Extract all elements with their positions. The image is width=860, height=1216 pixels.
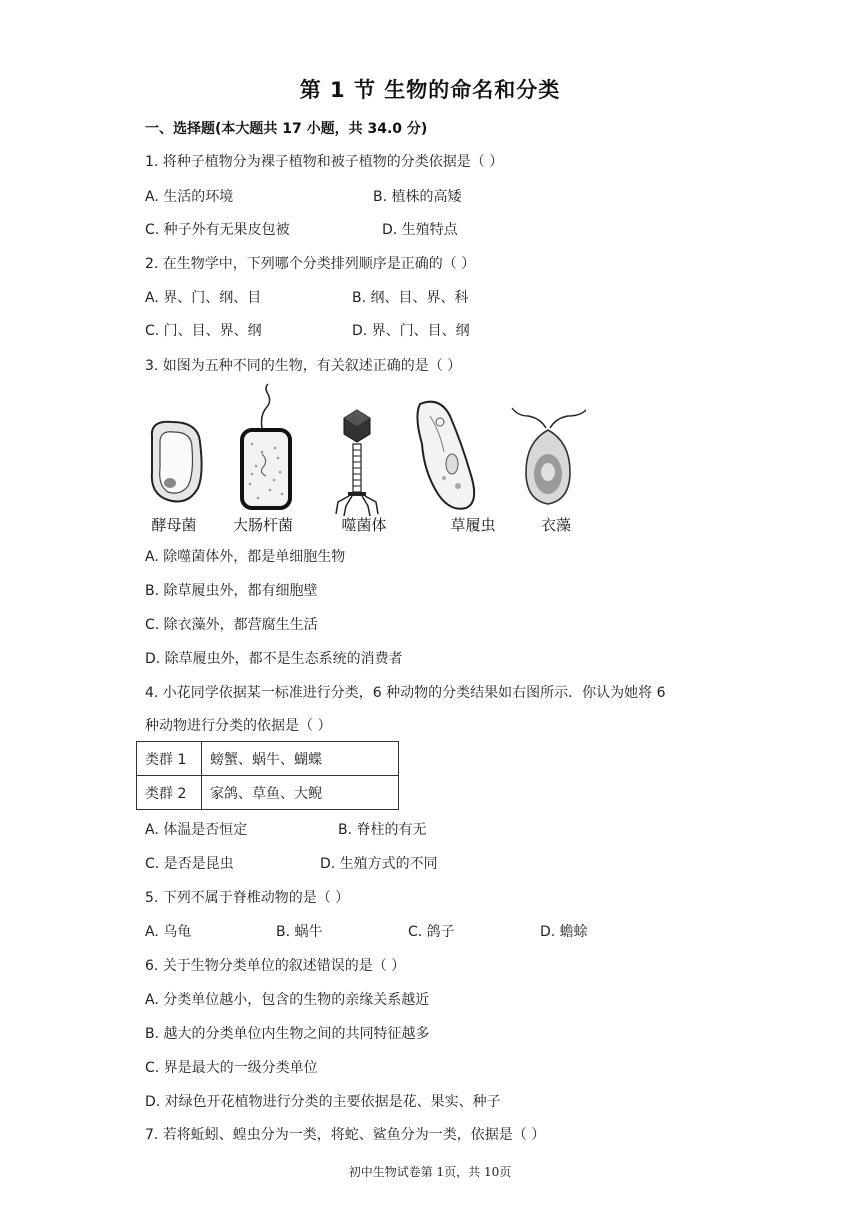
q5-option-a: A. 乌龟: [145, 924, 192, 940]
q3-option-d: D. 除草履虫外，都不是生态系统的消费者: [145, 651, 403, 667]
table-cell-group-2: 类群 2: [137, 776, 202, 810]
q2-option-d: D. 界、门、目、纲: [352, 323, 470, 339]
page-footer: 初中生物试卷第 1页，共 10页: [348, 1165, 512, 1179]
organisms-figure: [140, 382, 620, 542]
q1-option-b: B. 植株的高矮: [373, 189, 462, 205]
question-3-stem: 3. 如图为五种不同的生物，有关叙述正确的是（ ）: [145, 358, 462, 374]
q6-option-c: C. 界是最大的一级分类单位: [145, 1060, 318, 1076]
figure-label-phage: 噬菌体: [341, 516, 387, 534]
q5-option-c: C. 鸽子: [408, 924, 455, 940]
figure-label-e-coli: 大肠杆菌: [232, 516, 294, 534]
q3-option-b: B. 除草履虫外，都有细胞壁: [145, 583, 318, 599]
chlamydomonas-illustration: [512, 408, 586, 504]
question-7-stem: 7. 若将蚯蚓、蝗虫分为一类，将蛇、鲨鱼分为一类，依据是（ ）: [145, 1127, 546, 1143]
q3-option-c: C. 除衣藻外，都营腐生生活: [145, 617, 318, 633]
table-row: [137, 742, 399, 776]
classification-table: [136, 741, 399, 810]
question-4-stem-continued: 种动物进行分类的依据是（ ）: [145, 718, 332, 734]
question-6-stem: 6. 关于生物分类单位的叙述错误的是（ ）: [145, 958, 406, 974]
q1-option-a: A. 生活的环境: [145, 189, 234, 205]
question-1-stem: 1. 将种子植物分为裸子植物和被子植物的分类依据是（ ）: [145, 154, 504, 170]
figure-label-yeast: 酵母菌: [151, 516, 197, 534]
q6-option-d: D. 对绿色开花植物进行分类的主要依据是花、果实、种子: [145, 1094, 501, 1110]
paramecium-illustration: [417, 402, 474, 509]
question-5-stem: 5. 下列不属于脊椎动物的是（ ）: [145, 890, 350, 906]
q2-option-c: C. 门、目、界、纲: [145, 323, 262, 339]
question-4-stem: 4. 小花同学依据某一标准进行分类，6 种动物的分类结果如右图所示．你认为她将 6: [145, 685, 666, 701]
table-cell-group-2-members: 家鸽、草鱼、大鲵: [202, 776, 399, 810]
table-cell-group-1: 类群 1: [137, 742, 202, 776]
q6-option-a: A. 分类单位越小，包含的生物的亲缘关系越近: [145, 992, 430, 1008]
q4-option-c: C. 是否是昆虫: [145, 856, 234, 872]
q6-option-b: B. 越大的分类单位内生物之间的共同特征越多: [145, 1026, 430, 1042]
q1-option-c: C. 种子外有无果皮包被: [145, 222, 290, 238]
q3-option-a: A. 除噬菌体外，都是单细胞生物: [145, 549, 346, 565]
bacteriophage-illustration: [336, 410, 378, 516]
question-2-stem: 2. 在生物学中，下列哪个分类排列顺序是正确的（ ）: [145, 256, 476, 272]
yeast-cell-illustration: [152, 422, 202, 502]
page-title: 第 1 节 生物的命名和分类: [299, 78, 561, 102]
q1-option-d: D. 生殖特点: [382, 222, 458, 238]
q5-option-d: D. 蟾蜍: [540, 924, 588, 940]
q4-option-a: A. 体温是否恒定: [145, 822, 248, 838]
table-cell-group-1-members: 螃蟹、蜗牛、蝴蝶: [202, 742, 399, 776]
figure-label-chlamydomonas: 衣藻: [540, 516, 572, 534]
q5-option-b: B. 蜗牛: [276, 924, 323, 940]
e-coli-illustration: [242, 384, 290, 508]
section-heading: 一、选择题(本大题共 17 小题，共 34.0 分): [145, 121, 428, 137]
q4-option-d: D. 生殖方式的不同: [320, 856, 438, 872]
figure-label-paramecium: 草履虫: [450, 516, 496, 534]
q2-option-a: A. 界、门、纲、目: [145, 290, 262, 306]
q2-option-b: B. 纲、目、界、科: [352, 290, 469, 306]
table-row: [137, 776, 399, 810]
q4-option-b: B. 脊柱的有无: [338, 822, 427, 838]
